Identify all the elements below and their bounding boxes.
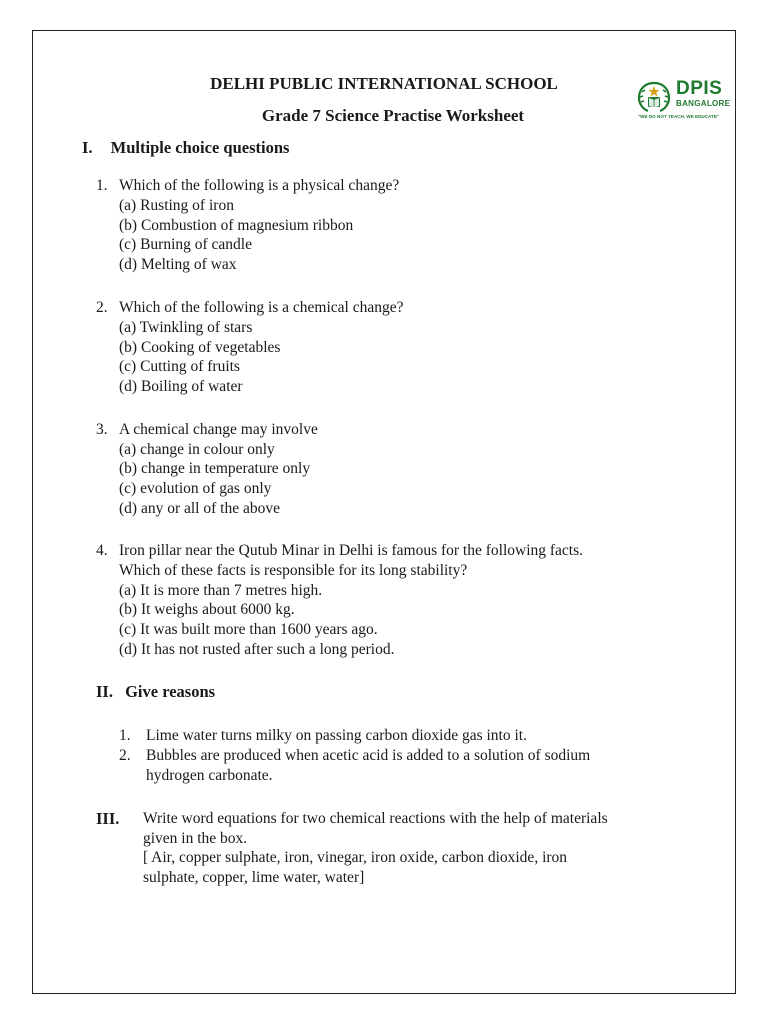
worksheet-title: Grade 7 Science Practise Worksheet xyxy=(261,106,525,125)
school-emblem-icon xyxy=(634,78,674,114)
section-mcq-heading xyxy=(82,138,289,158)
option-c: (c) It was built more than 1600 years ago. xyxy=(119,621,378,638)
option-a: (a) Rusting of iron xyxy=(119,197,234,214)
question-text-line-2: Which of these facts is responsible for its long stability? xyxy=(119,562,468,579)
section-title: Give reasons xyxy=(125,682,216,701)
question-number: 4. xyxy=(96,542,108,559)
logo-city: BANGALORE xyxy=(676,99,731,108)
option-c: (c) Burning of candle xyxy=(119,236,252,253)
item-number: 1. xyxy=(119,727,131,744)
option-b: (b) Cooking of vegetables xyxy=(119,338,281,356)
materials-list: [ Air, copper sulphate, iron, vinegar, iron oxide, carbon dioxide, iron xyxy=(143,849,568,866)
materials-list-line-2: sulphate, copper, lime water, water] xyxy=(143,869,365,886)
question-text: Iron pillar near the Qutub Minar in Delhi is famous for the following facts. xyxy=(119,542,584,559)
section-numeral: II. xyxy=(96,682,113,701)
logo-tagline: "WE DO NOT TEACH, WE EDUCATE" xyxy=(638,114,720,119)
question-number: 2. xyxy=(96,299,108,316)
option-c: (c) Cutting of fruits xyxy=(119,358,240,375)
section-numeral: III. xyxy=(96,809,120,828)
option-d: (d) any or all of the above xyxy=(119,499,280,517)
option-a: (a) Twinkling of stars xyxy=(119,319,253,336)
equations-instruction: Write word equations for two chemical reactions with the help of materials xyxy=(143,810,608,827)
section-reasons-heading xyxy=(96,682,215,702)
option-a: (a) change in colour only xyxy=(119,440,275,458)
option-d: (d) Boiling of water xyxy=(119,378,243,395)
item-text: Lime water turns milky on passing carbon dioxide gas into it. xyxy=(146,727,527,744)
option-d: (d) Melting of wax xyxy=(119,256,237,273)
school-name: DELHI PUBLIC INTERNATIONAL SCHOOL xyxy=(210,74,558,93)
question-text: Which of the following is a chemical change? xyxy=(119,299,404,316)
option-b: (b) It weighs about 6000 kg. xyxy=(119,601,295,618)
question-text: Which of the following is a physical change? xyxy=(119,177,400,194)
section-equations-numeral xyxy=(96,809,119,829)
item-number: 2. xyxy=(119,747,131,764)
question-number: 3. xyxy=(96,421,108,438)
item-text: Bubbles are produced when acetic acid is added to a solution of sodium xyxy=(146,747,591,764)
section-title: Multiple choice questions xyxy=(110,138,290,157)
item-text-line-2: hydrogen carbonate. xyxy=(146,766,273,784)
option-a: (a) It is more than 7 metres high. xyxy=(119,581,323,599)
question-text: A chemical change may involve xyxy=(119,421,318,438)
equations-instruction-line-2: given in the box. xyxy=(143,829,248,847)
option-c: (c) evolution of gas only xyxy=(119,480,272,497)
section-numeral: I. xyxy=(82,138,93,157)
school-logo xyxy=(632,78,732,128)
option-d: (d) It has not rusted after such a long period. xyxy=(119,640,395,658)
logo-abbreviation: DPIS xyxy=(676,78,723,99)
option-b: (b) change in temperature only xyxy=(119,460,311,477)
option-b: (b) Combustion of magnesium ribbon xyxy=(119,216,354,234)
question-number: 1. xyxy=(96,177,108,194)
